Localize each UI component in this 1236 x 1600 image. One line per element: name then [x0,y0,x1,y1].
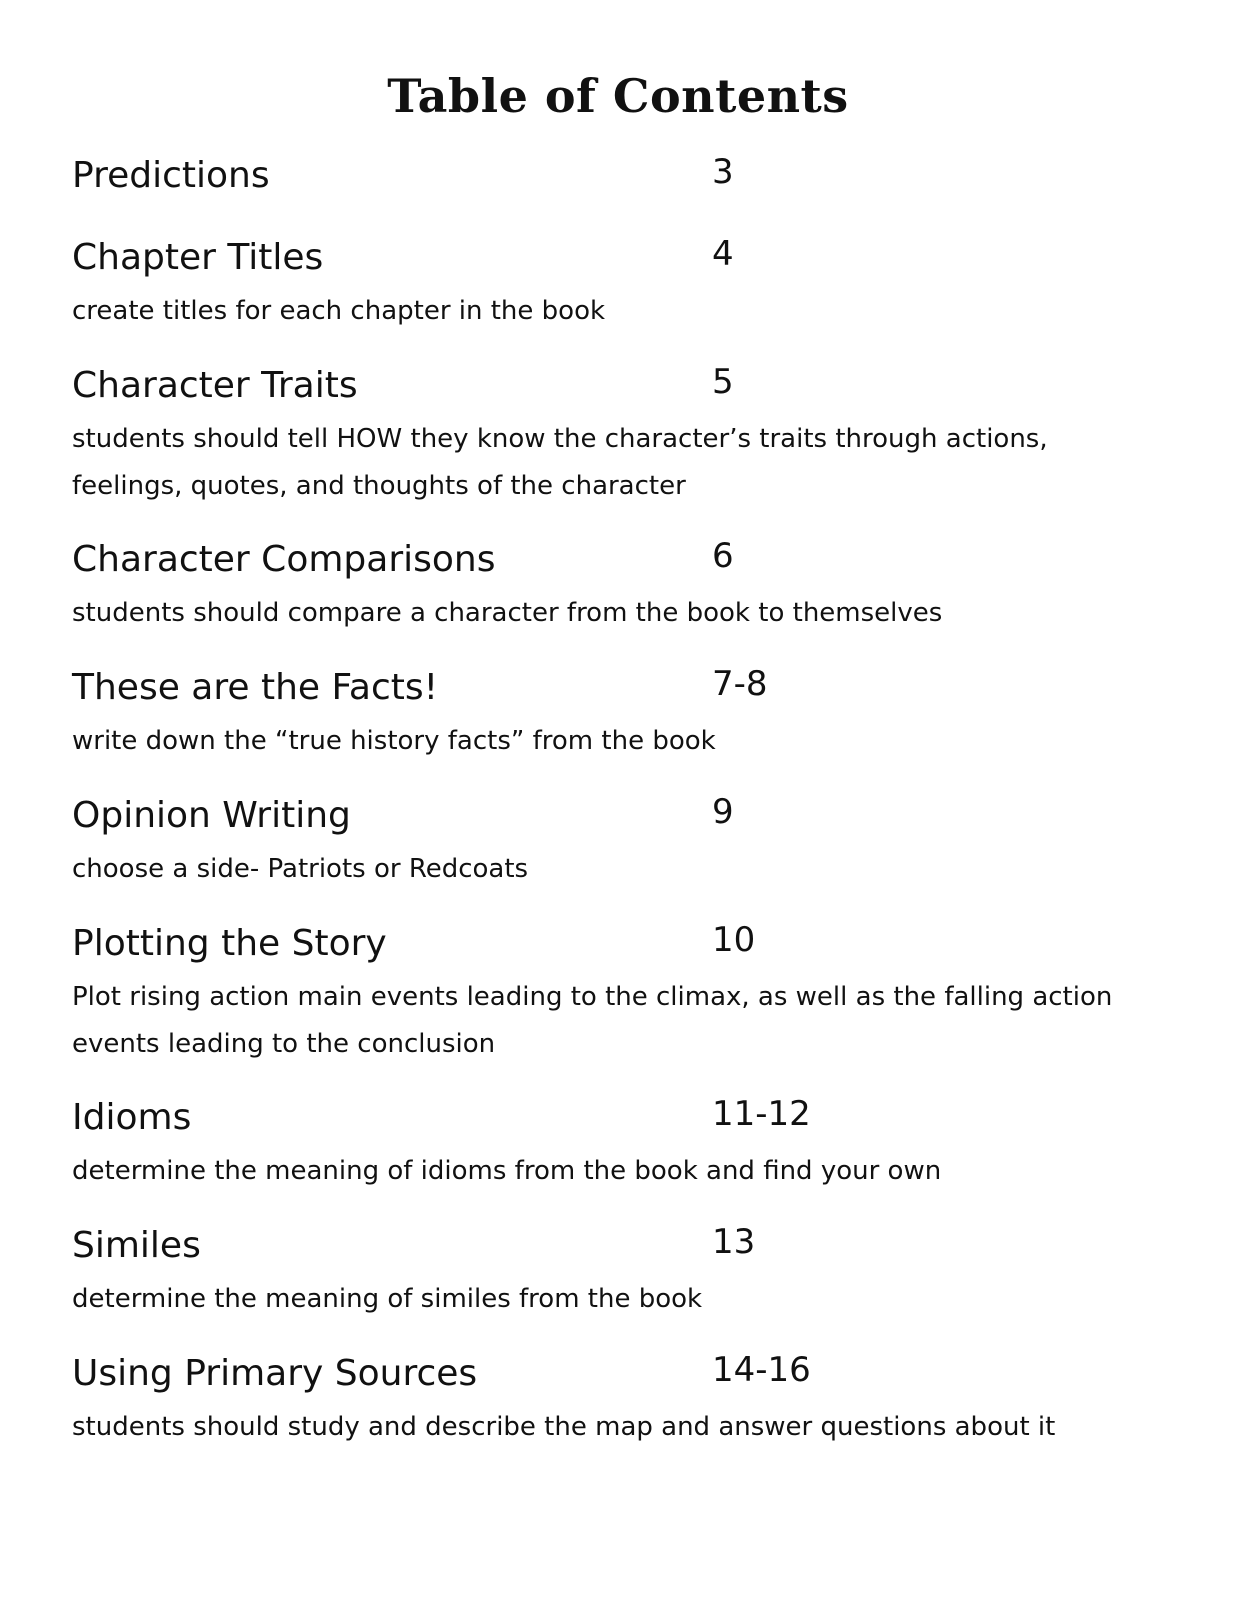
entry-title: Similes [72,1225,201,1266]
entry-description: students should study and describe the map and answer questions about it [72,1412,1056,1442]
entry-description: write down the “true history facts” from the book [72,726,716,756]
toc-entry-predictions [72,152,1172,200]
toc-entry-these-are-the-facts [72,664,1172,765]
entry-page-number: 11-12 [712,1094,811,1134]
entry-title: Character Traits [72,365,358,406]
entry-page-number: 7-8 [712,664,768,704]
entry-title: Idioms [72,1097,192,1138]
entry-description: determine the meaning of idioms from the book and find your own [72,1156,942,1186]
entry-page-number: 13 [712,1222,756,1262]
entry-page-number: 14-16 [712,1350,811,1390]
entry-page-number: 9 [712,792,734,832]
toc-entry-idioms [72,1094,1172,1195]
toc-entry-character-traits [72,362,1172,510]
entry-title: Using Primary Sources [72,1353,478,1394]
toc-entry-opinion-writing [72,792,1172,893]
entry-description: choose a side- Patriots or Redcoats [72,854,529,884]
entry-title: Plotting the Story [72,923,387,964]
page-title: Table of Contents [387,69,849,123]
entry-description: students should tell HOW they know the character’s traits through actions, feelings, quotes, and thoughts of the character [72,424,1048,501]
toc-entry-similes [72,1222,1172,1323]
entry-description: determine the meaning of similes from the book [72,1284,703,1314]
entry-title: Opinion Writing [72,795,351,836]
entry-title: These are the Facts! [72,667,439,708]
entry-title: Predictions [72,155,270,196]
entry-page-number: 3 [712,152,734,192]
entry-title: Chapter Titles [72,237,324,278]
entry-description: students should compare a character from the book to themselves [72,598,943,628]
entry-title: Character Comparisons [72,539,496,580]
toc-entry-chapter-titles [72,234,1172,335]
entry-page-number: 5 [712,362,734,402]
toc-entry-plotting-the-story [72,920,1172,1068]
toc-entry-character-comparisons [72,536,1172,637]
entry-description: Plot rising action main events leading to the climax, as well as the falling action events leading to the conclusion [72,982,1113,1059]
entry-page-number: 6 [712,536,734,576]
entry-page-number: 4 [712,234,734,274]
entry-page-number: 10 [712,920,756,960]
toc-entry-using-primary-sources [72,1350,1172,1451]
entry-description: create titles for each chapter in the book [72,296,606,326]
